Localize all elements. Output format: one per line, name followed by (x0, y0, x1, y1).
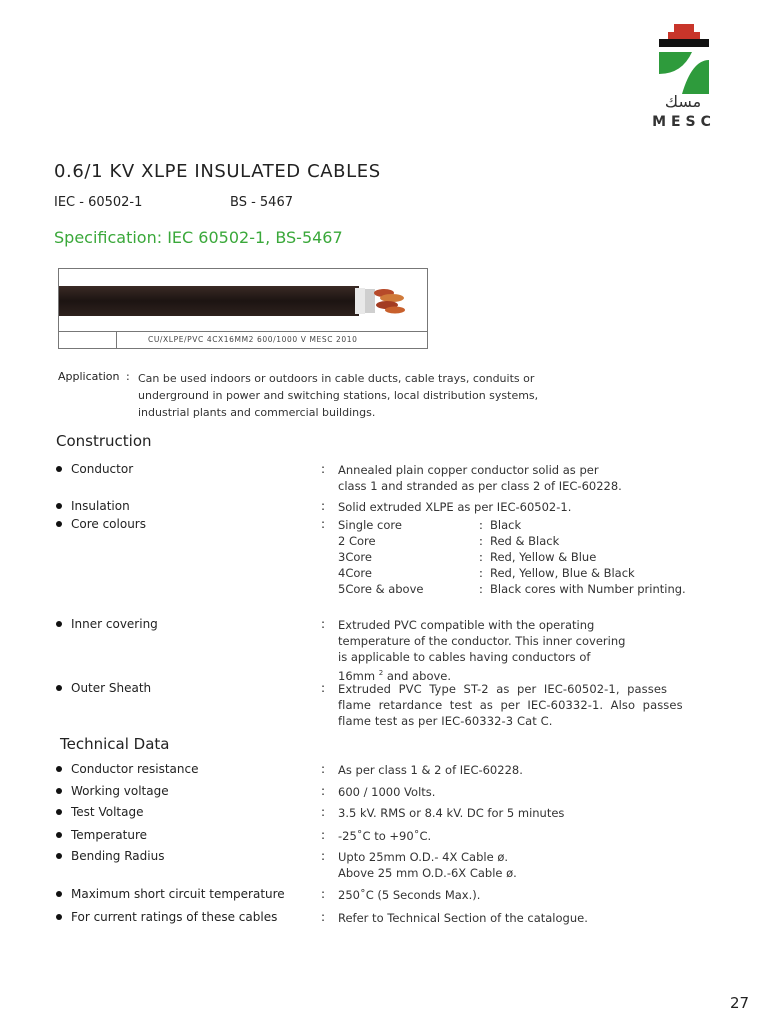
colon: : (479, 566, 483, 580)
insulation-row-label (56, 499, 130, 513)
tech-value: 3.5 kV. RMS or 8.4 kV. DC for 5 minutes (338, 806, 565, 820)
cable-core-2 (380, 294, 404, 302)
bullet (56, 521, 62, 527)
outer-sheath-label: Outer Sheath (71, 681, 152, 695)
superscript: 2 (378, 669, 384, 677)
standard-iec: IEC - 60502-1 (54, 195, 143, 210)
core-colour: Red, Yellow & Blue (490, 550, 597, 564)
bullet (56, 766, 62, 772)
bullet (56, 914, 62, 920)
tech-label: Conductor resistance (71, 762, 199, 776)
core-colour: Red, Yellow, Blue & Black (490, 566, 635, 580)
cable-core-4 (385, 307, 405, 314)
cable-illustration (59, 269, 429, 331)
conductor-line: Annealed plain copper conductor solid as per (338, 463, 599, 477)
outer-sheath-line: Extruded PVC Type ST-2 as per IEC-60502-1, passes (338, 682, 668, 696)
tech-row-label (56, 887, 285, 901)
bullet (56, 503, 62, 509)
colon: : (321, 617, 326, 631)
bullet (56, 832, 62, 838)
insulation-value: Solid extruded XLPE as per IEC-60502-1. (338, 500, 572, 514)
colon: : (321, 462, 326, 476)
tech-label: Bending Radius (71, 849, 165, 863)
insulation-label: Insulation (71, 499, 130, 513)
bullet (56, 853, 62, 859)
colon: : (321, 910, 326, 924)
outer-sheath-line: flame test as per IEC-60332-3 Cat C. (338, 714, 553, 728)
colon: : (321, 849, 326, 863)
tech-label: Test Voltage (71, 805, 144, 819)
outer-sheath-line: flame retardance test as per IEC-60332-1. Also passes (338, 698, 683, 712)
bullet (56, 809, 62, 815)
tech-value: 600 / 1000 Volts. (338, 785, 436, 799)
core-colour: Black (490, 518, 522, 532)
application-line: industrial plants and commercial buildings. (138, 406, 376, 419)
core-colours-row-label (56, 517, 146, 531)
conductor-label: Conductor (71, 462, 134, 476)
tech-label: For current ratings of these cables (71, 910, 278, 924)
tech-row-label (56, 805, 143, 819)
core-name: 4Core (338, 566, 372, 580)
tech-label: Temperature (71, 828, 148, 842)
core-name: 5Core & above (338, 582, 424, 596)
cable-insulation (365, 289, 375, 313)
inner-covering-size: 16mm (338, 668, 376, 683)
inner-covering-line: temperature of the conductor. This inner covering (338, 634, 626, 648)
colon: : (321, 499, 326, 513)
tech-value: Refer to Technical Section of the catalogue. (338, 911, 588, 925)
colon: : (479, 534, 483, 548)
page-title: 0.6/1 KV XLPE INSULATED CABLES (54, 161, 381, 182)
tech-row-label (56, 784, 169, 798)
inner-covering-row-label (56, 617, 158, 631)
colon: : (479, 582, 483, 596)
bullet (56, 621, 62, 627)
tech-value (338, 849, 517, 881)
colon: : (321, 887, 326, 901)
page-number: 27 (730, 994, 750, 1012)
cable-inner-covering (355, 288, 365, 314)
conductor-line: class 1 and stranded as per class 2 of IEC-60228. (338, 479, 622, 493)
core-colour: Black cores with Number printing. (490, 582, 686, 596)
core-colour: Red & Black (490, 534, 560, 548)
tech-value: As per class 1 & 2 of IEC-60228. (338, 763, 523, 777)
construction-heading: Construction (56, 432, 152, 450)
core-colours-label: Core colours (71, 517, 146, 531)
specification-line: Specification: IEC 60502-1, BS-5467 (54, 228, 343, 247)
application-line: underground in power and switching stations, local distribution systems, (138, 389, 539, 402)
logo-wordmark: MESC (652, 114, 716, 130)
logo-black-bar (659, 39, 709, 47)
logo-arabic-text: مسك (664, 92, 702, 111)
tech-value: 250˚C (5 Seconds Max.). (338, 888, 481, 902)
bullet (56, 466, 62, 472)
application-label: Application (58, 370, 120, 383)
inner-covering-line: Extruded PVC compatible with the operating (338, 618, 595, 632)
tech-row-label (56, 849, 164, 863)
core-name: 3Core (338, 550, 372, 564)
outer-sheath-row-label (56, 681, 151, 695)
conductor-value (338, 462, 622, 494)
tech-label: Maximum short circuit temperature (71, 887, 285, 901)
bullet (56, 685, 62, 691)
cable-caption: CU/XLPE/PVC 4CX16MM2 600/1000 V MESC 2010 (148, 335, 358, 344)
inner-covering-tail: and above. (383, 668, 452, 683)
tech-row-label (56, 910, 277, 924)
application-colon: : (126, 370, 130, 383)
logo-red-base (668, 32, 700, 39)
tech-line: Above 25 mm O.D.-6X Cable ø. (338, 866, 517, 880)
bullet (56, 891, 62, 897)
tech-value: -25˚C to +90˚C. (338, 829, 432, 843)
inner-covering-line: is applicable to cables having conductors of (338, 650, 591, 664)
core-name: Single core (338, 518, 402, 532)
colon: : (321, 828, 326, 842)
standard-bs: BS - 5467 (230, 195, 293, 210)
tech-row-label (56, 828, 147, 842)
bullet (56, 788, 62, 794)
application-line: Can be used indoors or outdoors in cable ducts, cable trays, conduits or (138, 372, 535, 385)
outer-sheath-value (338, 681, 683, 729)
tech-line: Upto 25mm O.D.- 4X Cable ø. (338, 850, 509, 864)
colon: : (479, 518, 483, 532)
cable-caption-divider (116, 331, 117, 349)
technical-heading: Technical Data (60, 735, 170, 753)
tech-row-label (56, 762, 198, 776)
colon: : (321, 517, 326, 531)
inner-covering-label: Inner covering (71, 617, 158, 631)
application-text (138, 370, 558, 421)
core-name: 2 Core (338, 534, 376, 548)
colon: : (321, 784, 326, 798)
conductor-row-label (56, 462, 133, 476)
cable-outer-sheath (59, 286, 359, 316)
colon: : (321, 805, 326, 819)
colon: : (321, 681, 326, 695)
colon: : (479, 550, 483, 564)
colon: : (321, 762, 326, 776)
tech-label: Working voltage (71, 784, 169, 798)
inner-covering-value (338, 617, 625, 684)
